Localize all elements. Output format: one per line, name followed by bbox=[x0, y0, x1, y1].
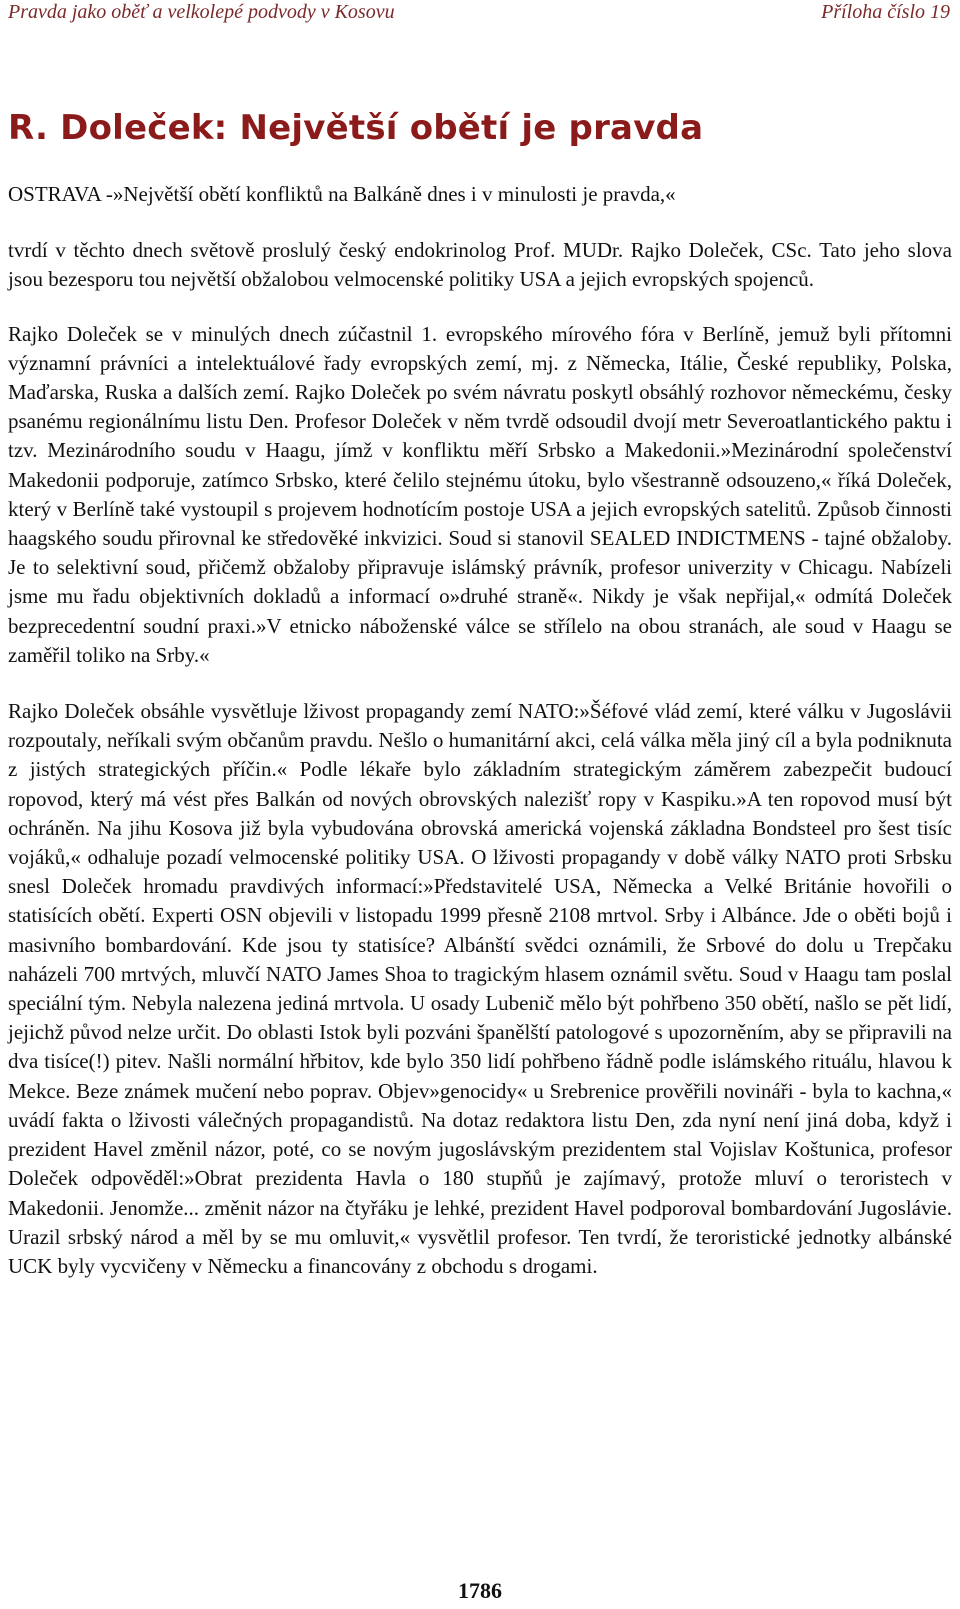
article-title: R. Doleček: Největší obětí je pravda bbox=[8, 108, 704, 148]
article-paragraph-2: Rajko Doleček se v minulých dnech zúčastnil 1. evropského mírového fóra v Berlíně, jemuž byli přítomni významní právníci a intelektuálové řady evropských zemí, mj. z Německa, Itálie, České republiky, Polska, Maďarska, Ruska a dalších zemí. Rajko Doleček po svém návratu poskytl obsáhlý rozhovor německému, česky psanému regionálnímu listu Den. Profesor Doleček v něm tvrdě odsoudil dvojí metr Severoatlantického paktu i tzv. Mezinárodního soudu v Haagu, jímž v konfliktu měří Srbsko a Makedonii.»Mezinárodní společenství Makedonii podporuje, zatímco Srbsko, které čelilo stejnému útoku, bylo všestranně odsouzeno,« říká Doleček, který v Berlíně také vystoupil s projevem hodnotícím postoje USA a jejich evropských satelitů. Způsob činnosti haagského soudu přirovnal ke středověké inkvizici. Soud si stanovil SEALED INDICTMENS - tajné obžaloby. Je to selektivní soud, přičemž obžaloby připravuje islámský právník, profesor univerzity v Chicagu. Nabízeli jsme mu řadu objektivních dokladů a informací o»druhé straně«. Nikdy je však nepřijal,« odmítá Doleček bezprecedentní soudní praxi.»V etnicko náboženské válce se střílelo na obou stranách, ale soud v Haagu se zaměřil toliko na Srby.« bbox=[8, 321, 952, 667]
article-lead: OSTRAVA -»Největší obětí konfliktů na Balkáně dnes i v minulosti je pravda,« bbox=[8, 182, 676, 206]
running-header bbox=[8, 0, 950, 36]
header-appendix-label: Příloha číslo 19 bbox=[821, 1, 950, 23]
article-body bbox=[8, 180, 952, 1281]
article-paragraph-1: tvrdí v těchto dnech světově proslulý český endokrinolog Prof. MUDr. Rajko Doleček, CSc. Tato jeho slova jsou bezesporu tou největší obžalobou velmocenské politiky USA a jejich evropských spojenců. bbox=[8, 238, 952, 292]
page-number: 1786 bbox=[458, 1578, 502, 1603]
header-document-title: Pravda jako oběť a velkolepé podvody v Kosovu bbox=[8, 1, 395, 23]
article-paragraph-3: Rajko Doleček obsáhle vysvětluje lživost propagandy zemí NATO:»Šéfové vlád zemí, které válku v Jugoslávii rozpoutaly, neříkali svým občanům pravdu. Nešlo o humanitární akci, celá válka měla jiný cíl a byla podniknuta z jistých strategických příčin.« Podle lékaře bylo základním strategickým záměrem zabezpečit budoucí ropovod, který má vést přes Balkán od nových obrovských nalezišť ropy v Kaspiku.»A ten ropovod musí být ochráněn. Na jihu Kosova již byla vybudována obrovská americká vojenská základna Bondsteel pro šest tisíc vojáků,« odhaluje pozadí velmocenské politiky USA. O lživosti propagandy v době války NATO proti Srbsku snesl Doleček hromadu pravdivých informací:»Představitelé USA, Německa a Velké Británie hovořili o statisících obětí. Experti OSN objevili v listopadu 1999 přesně 2108 mrtvol. Srby i Albánce. Jde o oběti bojů i masivního bombardování. Kde jsou ty statisíce? Albánští svědci oznámili, že Srbové do dolu u Trepčaku naházeli 700 mrtvých, mluvčí NATO James Shoa to tragickým hlasem oznámil světu. Soud v Haagu tam poslal speciální tým. Nebyla nalezena jediná mrtvola. U osady Lubenič mělo být pohřbeno 350 obětí, našlo se pět lidí, jejichž původ nelze určit. Do oblasti Istok byli pozváni španělští patologové s upozorněním, aby se připravili na dva tisíce(!) pitev. Našli normální hřbitov, kde bylo 350 lidí pohřbeno řádně podle islámského rituálu, hlavou k Mekce. Beze známek mučení nebo poprav. Objev»genocidy« u Srebrenice prověřili novináři - byla to kachna,« uvádí fakta o lživosti válečných propagandistů. Na dotaz redaktora listu Den, zda nyní není jiná doba, když i prezident Havel změnil názor, poté, co se novým jugoslávským prezidentem stal Vojislav Koštunica, profesor Doleček odpověděl:»Obrat prezidenta Havla o 180 stupňů je zajímavý, protože mluví o teroristech v Makedonii. Jenomže... změnit názor na čtyřáku je lehké, prezident Havel podporoval bombardování Jugoslávie. Urazil srbský národ a měl by se mu omluvit,« vysvětlil profesor. Ten tvrdí, že teroristické jednotky albánské UCK byly vycvičeny v Německu a financovány z obchodu s drogami. bbox=[8, 699, 952, 1278]
